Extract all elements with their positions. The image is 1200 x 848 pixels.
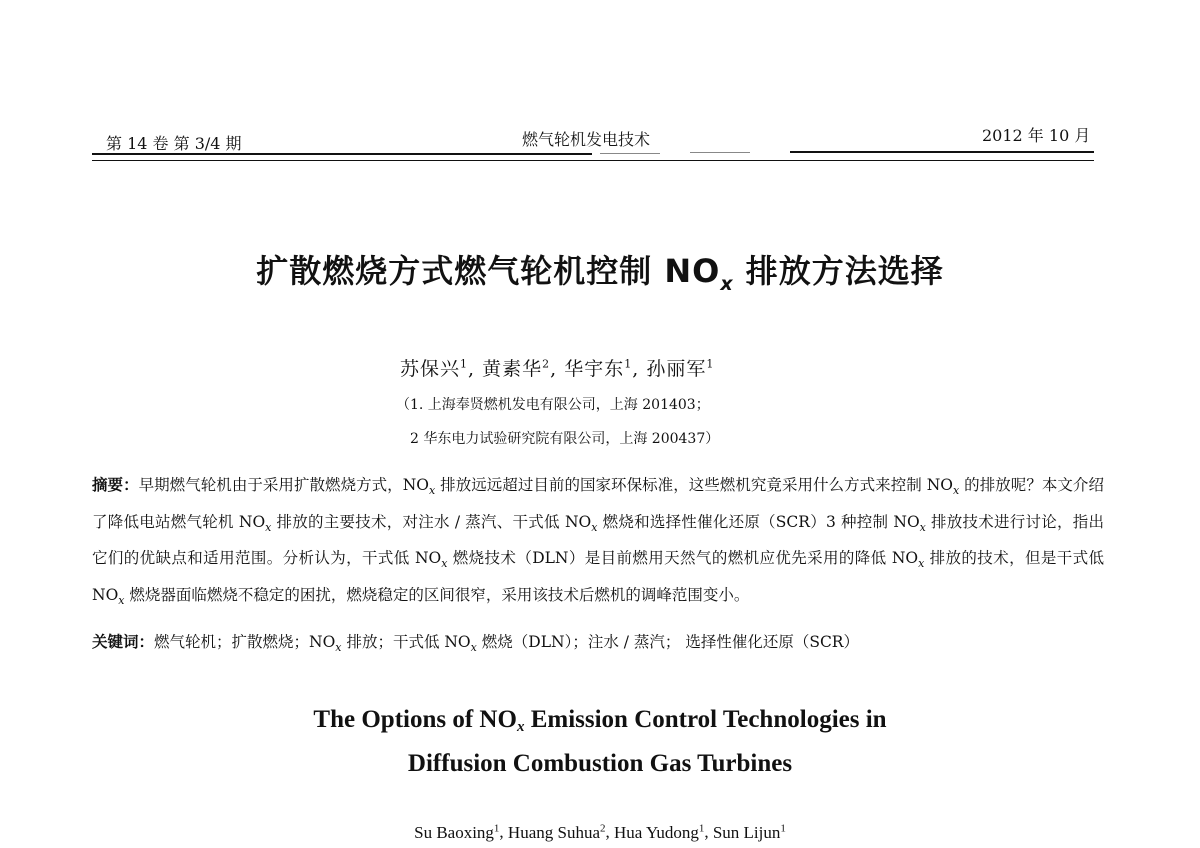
author-en: Sun Lijun$^1$ bbox=[712, 822, 786, 842]
author-cn: 孙丽军$^1$ bbox=[646, 357, 715, 380]
abstract-label: 摘要： bbox=[92, 476, 139, 494]
paper-title-en-line2: Diffusion Combustion Gas Turbines bbox=[407, 750, 793, 777]
author-cn: 黄素华$^2$ bbox=[482, 357, 551, 380]
author-en: Su Baoxing$^1$ bbox=[414, 822, 500, 842]
keywords-label: 关键词： bbox=[92, 633, 155, 651]
author-en: Hua Yudong$^1$ bbox=[614, 822, 705, 842]
header-rule-left bbox=[92, 153, 592, 155]
authors-en: Su Baoxing$^1$, Huang Suhua$^2$, Hua Yudong$^1$, Sun Lijun$^1$ bbox=[414, 822, 786, 842]
publication-date: 2012 年 10 月 bbox=[982, 126, 1091, 145]
header-rule-right bbox=[790, 151, 1094, 153]
author-en: Huang Suhua$^2$ bbox=[507, 822, 606, 842]
affiliation-1: （1. 上海奉贤燃机发电有限公司，上海 201403； bbox=[396, 397, 710, 413]
header-rule-dash-a bbox=[600, 153, 660, 154]
header-rule-dash-b bbox=[690, 152, 750, 153]
journal-name: 燃气轮机发电技术 bbox=[522, 130, 651, 149]
authors-cn: 苏保兴$^1$, 黄素华$^2$, 华宇东$^1$, 孙丽军$^1$ bbox=[400, 357, 715, 380]
paper-title-cn: 扩散燃烧方式燃气轮机控制 $NO_x$ 排放方法选择 bbox=[256, 252, 944, 295]
author-cn: 苏保兴$^1$ bbox=[400, 357, 469, 380]
paper-title-en-line1: The Options of NOx Emission Control Technologies in bbox=[313, 706, 887, 735]
keywords: 关键词：燃气轮机；扩散燃烧；$NO_x$ 排放；干式低 $NO_x$ 燃烧（DLN）；注水 / 蒸汽； 选择性催化还原（SCR） bbox=[92, 633, 859, 654]
volume-issue: 第 14 卷 第 3/4 期 bbox=[106, 134, 242, 153]
author-cn: 华宇东$^1$ bbox=[564, 357, 633, 380]
affiliation-2: 2 华东电力试验研究院有限公司，上海 200437） bbox=[410, 431, 720, 447]
abstract: 摘要：早期燃气轮机由于采用扩散燃烧方式，$NO_x$ 排放远远超过目前的国家环保标准，这些燃机究竟采用什么方式来控制 $NO_x$ 的排放呢？本文介绍了降低电站燃气轮机 $NO_x$ 排放的主要技术，对注水 / 蒸汽、干式低 $NO_x$ 燃烧和选择性催化还原（SCR）3 种控制 $NO_x$ 排放技术进行讨论，指出它们的优缺点和适用范围。分析认为，干式低 $NO_x$ 燃烧技术（DLN）是目前燃用天然气的燃机应优先采用的降低 $NO_x$ 排放的技术，但是干式低 $NO_x$ 燃烧器面临燃烧不稳定的困扰，燃烧稳定的区间很窄，采用该技术后燃机的调峰范围变小。 bbox=[92, 476, 1104, 607]
header-rule-thin bbox=[92, 160, 1094, 161]
